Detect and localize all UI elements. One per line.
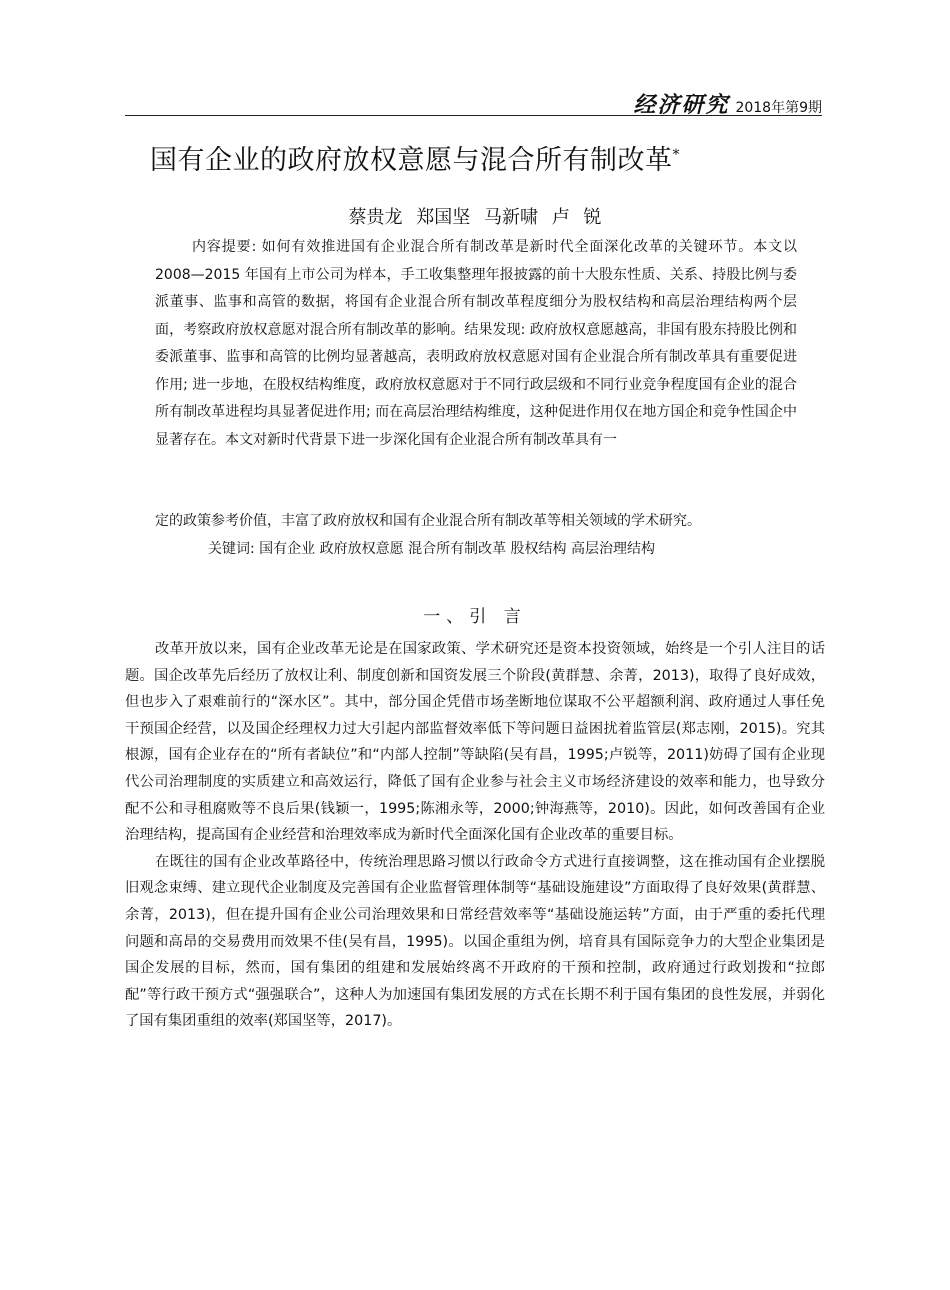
- issue-label: 2018年第9期: [735, 100, 822, 116]
- section-heading: 一、引 言: [423, 607, 527, 627]
- author-list: 蔡贵龙 郑国坚 马新啸 卢 锐: [348, 207, 602, 228]
- header-rule: [125, 115, 822, 116]
- title-footnote-mark: *: [672, 147, 680, 163]
- abstract-text: 内容提要: 如何有效推进国有企业混合所有制改革是新时代全面深化改革的关键环节。本文以 2008—2015 年国有上市公司为样本，手工收集整理年报披露的前十大股东性质、关系、持股比例与委派董事、监事和高管的数据，将国有企业混合所有制改革程度细分为股权结构和高层治理结构两个层面，考察政府放权意愿对混合所有制改革的影响。结果发现: 政府放权意愿越高，非国有股东持股比例和委派董事、监事和高管的比例均显著越高，表明政府放权意愿对国有企业混合所有制改革具有重要促进作用; 进一步地，在股权结构维度，政府放权意愿对于不同行政层级和不同行业竞争程度国有企业的混合所有制改革进程均具显著促进作用; 而在高层治理结构维度，这种促进作用仅在地方国企和竞争性国企中显著存在。本文对新时代背景下进一步深化国有企业混合所有制改革具有一: [155, 239, 797, 448]
- abstract-tail-text: 定的政策参考价值，丰富了政府放权和国有企业混合所有制改革等相关领域的学术研究。: [155, 513, 701, 529]
- journal-logo: 经济研究: [633, 92, 730, 118]
- body-paragraph: 改革开放以来，国有企业改革无论是在国家政策、学术研究还是资本投资领域，始终是一个引人注目的话题。国企改革先后经历了放权让利、制度创新和国资发展三个阶段(黄群慧、余菁，2013)，取得了良好成效，但也步入了艰难前行的“深水区”。其中，部分国企凭借市场垄断地位谋取不公平超额利润、政府通过人事任免干预国企经营，以及国企经理权力过大引起内部监督效率低下等问题日益困扰着监管层(郑志刚，2015)。究其根源，国有企业存在的“所有者缺位”和“内部人控制”等缺陷(吴有昌，1995;卢锐等，2011)妨碍了国有企业现代公司治理制度的实质建立和高效运行，降低了国有企业参与社会主义市场经济建设的效率和能力，也导致分配不公和寻租腐败等不良后果(钱颖一，1995;陈湘永等，2000;钟海燕等，2010)。因此，如何改善国有企业治理结构，提高国有企业经营和治理效率成为新时代全面深化国有企业改革的重要目标。: [125, 641, 825, 844]
- article-title: [150, 138, 810, 177]
- section-body: [125, 636, 825, 1035]
- title-text: 国有企业的政府放权意愿与混合所有制改革: [150, 145, 673, 176]
- body-paragraph: 在既往的国有企业改革路径中，传统治理思路习惯以行政命令方式进行直接调整，这在推动国有企业摆脱旧观念束缚、建立现代企业制度及完善国有企业监督管理体制等“基础设施建设”方面取得了良好效果(黄群慧、余菁，2013)，但在提升国有企业公司治理效果和日常经营效率等“基础设施运转”方面，由于严重的委托代理问题和高昂的交易费用而效果不佳(吴有昌，1995)。以国企重组为例，培育具有国际竞争力的大型企业集团是国企发展的目标，然而，国有集团的组建和发展始终离不开政府的干预和控制，政府通过行政划拨和“拉郎配”等行政干预方式“强强联合”，这种人为加速国有集团发展的方式在长期不利于国有集团的良性发展，并弱化了国有集团重组的效率(郑国坚等，2017)。: [125, 853, 825, 1030]
- keywords: 关键词: 国有企业 政府放权意愿 混合所有制改革 股权结构 高层治理结构: [208, 541, 655, 557]
